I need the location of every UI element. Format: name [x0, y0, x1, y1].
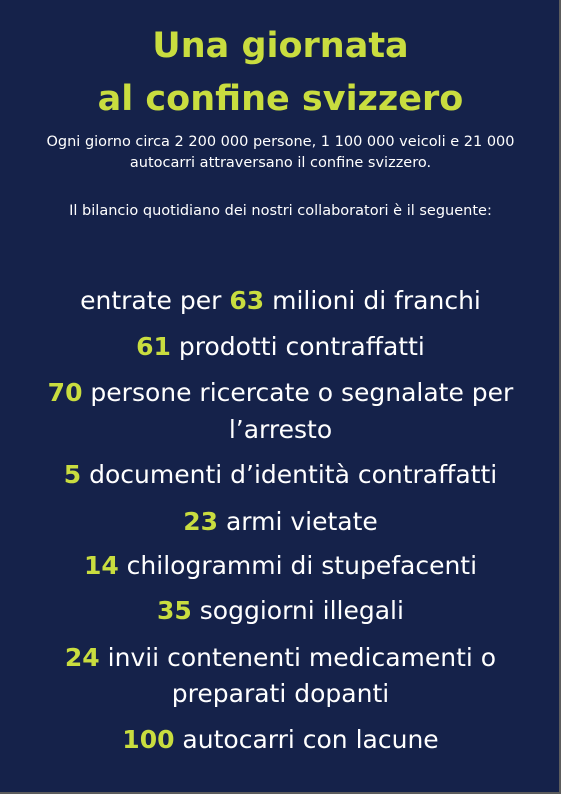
intro-line-3: Il bilancio quotidiano dei nostri collaboratori è il seguente: [69, 203, 492, 219]
stat-counterfeit-documents [0, 456, 561, 493]
stat-text: chilogrammi di stupefacenti [118, 551, 478, 580]
intro-line-1: Ogni giorno circa 2 200 000 persone, 1 100 000 veicoli e 21 000 [46, 134, 515, 150]
stat-narcotics [0, 547, 561, 584]
page-title-line-1: Una giornata [152, 26, 409, 66]
stat-number: 100 [122, 725, 175, 754]
stat-wanted-persons-line-2: l’arresto [228, 415, 333, 444]
stat-number: 70 [47, 378, 83, 407]
stat-text: persone ricercate o segnalate per [82, 378, 514, 407]
page-title-line-2: al confine svizzero [97, 79, 464, 119]
stat-number: 5 [63, 460, 82, 489]
stat-number: 61 [136, 332, 171, 361]
stat-number: 23 [183, 507, 218, 536]
stat-number: 63 [229, 286, 265, 315]
stat-text: invii contenenti medicamenti o [99, 643, 497, 672]
stat-text: prodotti contraffatti [170, 332, 425, 361]
stat-text: armi vietate [218, 507, 378, 536]
stat-trucks-with-gaps [0, 721, 561, 758]
stat-wanted-persons [0, 374, 561, 411]
stat-text: documenti d’identità contraffatti [81, 460, 498, 489]
stat-number: 14 [83, 551, 119, 580]
stat-illegal-stays [0, 592, 561, 629]
stat-number: 35 [157, 596, 192, 625]
stat-medicine-shipments-line-2: preparati dopanti [171, 679, 390, 708]
stat-text: autocarri con lacune [174, 725, 439, 754]
stat-text: milioni di franchi [264, 286, 481, 315]
stat-text: soggiorni illegali [191, 596, 404, 625]
stat-counterfeit-products [0, 328, 561, 365]
stat-medicine-shipments [0, 639, 561, 676]
intro-line-2: autocarri attraversano il confine svizzero. [129, 155, 432, 171]
stat-text: entrate per [80, 286, 230, 315]
stat-prohibited-weapons [0, 503, 561, 540]
stat-revenue [0, 282, 561, 319]
stat-number: 24 [64, 643, 100, 672]
